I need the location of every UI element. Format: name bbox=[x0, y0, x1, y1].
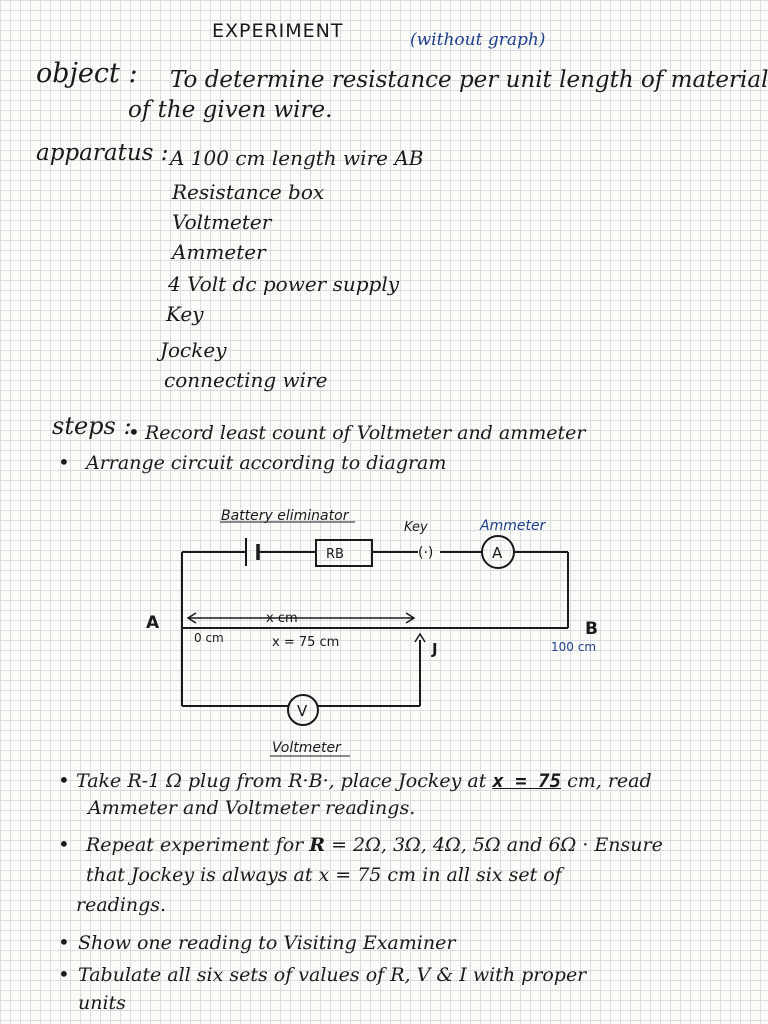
resistance-box bbox=[316, 540, 372, 566]
bullet-icon: • bbox=[58, 768, 70, 792]
zero-cm-label: 0 cm bbox=[194, 631, 224, 645]
object-text-line1: To determine resistance per unit length of material bbox=[170, 67, 768, 93]
bullet-icon: • bbox=[58, 930, 70, 954]
bullet-icon: • bbox=[58, 450, 70, 474]
key-label: Key bbox=[404, 520, 428, 535]
bullet-icon: • bbox=[128, 420, 140, 444]
apparatus-item: Jockey bbox=[160, 338, 227, 362]
apparatus-item: connecting wire bbox=[164, 368, 328, 392]
instruction-line: Take R-1 Ω plug from R·B·, place Jockey at x = 75 cm, read bbox=[76, 770, 652, 792]
apparatus-item: 4 Volt dc power supply bbox=[168, 272, 400, 296]
bullet-icon: • bbox=[58, 962, 70, 986]
object-label: object : bbox=[36, 58, 138, 89]
instruction-line: Tabulate all six sets of values of R, V & I with proper bbox=[78, 964, 587, 986]
hundred-cm-label: 100 cm bbox=[551, 640, 597, 654]
x-value-label: x = 75 cm bbox=[272, 635, 340, 650]
point-b-label: B bbox=[585, 619, 598, 639]
voltmeter-label: Voltmeter bbox=[272, 740, 341, 756]
instruction-line: that Jockey is always at x = 75 cm in all six set of bbox=[86, 864, 562, 886]
page-subtitle: (without graph) bbox=[410, 30, 546, 50]
steps-label: steps : bbox=[52, 412, 132, 440]
apparatus-item: Voltmeter bbox=[172, 210, 272, 234]
apparatus-item: Ammeter bbox=[172, 240, 266, 264]
point-j-label: J bbox=[432, 640, 438, 658]
ammeter-label: Ammeter bbox=[480, 518, 546, 534]
instruction-line: units bbox=[78, 992, 126, 1014]
instruction-line: Show one reading to Visiting Examiner bbox=[78, 932, 456, 954]
page-title: EXPERIMENT bbox=[212, 20, 344, 42]
instruction-line: Ammeter and Voltmeter readings. bbox=[88, 797, 416, 819]
apparatus-item: Key bbox=[166, 302, 204, 326]
key-symbol: (·) bbox=[418, 545, 434, 561]
step-item: Record least count of Voltmeter and ammeter bbox=[145, 422, 586, 444]
instruction-line: Repeat experiment for R = 2Ω, 3Ω, 4Ω, 5Ω and 6Ω · Ensure bbox=[86, 834, 663, 856]
bullet-icon: • bbox=[58, 832, 70, 856]
object-text-line2: of the given wire. bbox=[128, 97, 333, 123]
step-item: Arrange circuit according to diagram bbox=[86, 452, 447, 474]
apparatus-item: Resistance box bbox=[172, 180, 325, 204]
apparatus-label: apparatus : bbox=[36, 140, 169, 166]
voltmeter-symbol: V bbox=[297, 702, 308, 720]
point-a-label: A bbox=[146, 613, 160, 633]
apparatus-item: A 100 cm length wire AB bbox=[170, 146, 424, 170]
ammeter-symbol: A bbox=[492, 544, 503, 562]
rb-label: RB bbox=[326, 547, 344, 562]
instruction-line: readings. bbox=[76, 894, 167, 916]
x-cm-label: x cm bbox=[266, 611, 298, 626]
battery-label: Battery eliminator bbox=[221, 508, 349, 524]
